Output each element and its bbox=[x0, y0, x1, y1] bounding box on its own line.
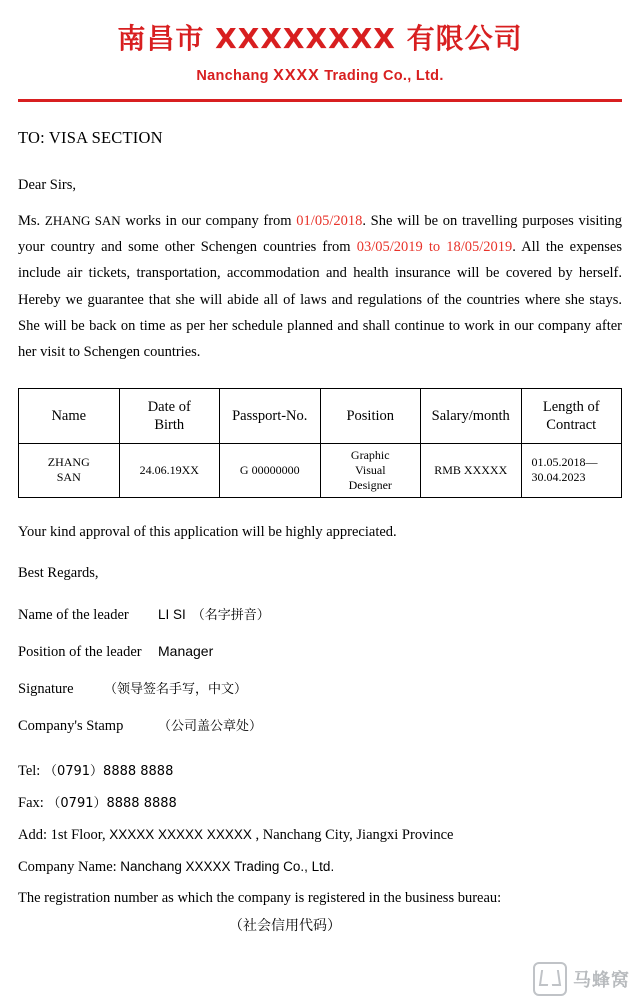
letterhead bbox=[18, 0, 622, 102]
body-seg-1: Ms. bbox=[18, 212, 45, 229]
signature-hint: （领导签名手写，中文） bbox=[104, 681, 248, 697]
company-name-value-2: XXXXX bbox=[185, 858, 231, 874]
signature-label: Signature bbox=[18, 680, 74, 697]
addressee-line: TO: VISA SECTION bbox=[18, 127, 163, 147]
employee-info-table bbox=[18, 388, 622, 498]
travel-dates: 03/05/2019 to 18/05/2019 bbox=[356, 238, 513, 255]
column-header-name: Name bbox=[19, 388, 120, 443]
watermark bbox=[533, 962, 630, 996]
company-name-english bbox=[18, 67, 622, 85]
fax-row bbox=[18, 794, 622, 813]
watermark-text: 马蜂窝 bbox=[573, 970, 630, 991]
company-stamp-label: Company's Stamp bbox=[18, 717, 124, 734]
leader-name-row bbox=[18, 606, 622, 626]
cell-position: Graphic Visual Designer bbox=[320, 443, 421, 497]
employment-start-date: 01/05/2018 bbox=[296, 212, 363, 229]
approval-line: Your kind approval of this application will be highly appreciated. bbox=[18, 523, 397, 540]
column-header-passport: Passport-No. bbox=[220, 388, 321, 443]
company-name-value-3: Trading Co., Ltd. bbox=[234, 858, 335, 874]
column-header-position: Position bbox=[320, 388, 421, 443]
company-name-english-left: Nanchang bbox=[196, 67, 269, 84]
company-name-chinese: 南昌市 XXXXXXXX 有限公司 bbox=[117, 22, 523, 55]
telephone-value: （0791）8888 8888 bbox=[43, 764, 174, 780]
registration-code: （社会信用代码） bbox=[229, 917, 341, 934]
salutation: Dear Sirs, bbox=[18, 176, 76, 193]
company-name-label: Company Name: bbox=[18, 858, 117, 875]
address-value-part3: , Nanchang City, Jiangxi Province bbox=[255, 826, 454, 843]
leader-name-hint: （名字拼音） bbox=[191, 607, 270, 623]
address-label: Add: bbox=[18, 826, 47, 843]
cell-contract-length: 01.05.2018—30.04.2023 bbox=[521, 443, 622, 497]
company-name-row bbox=[18, 858, 622, 877]
leader-position-label: Position of the leader bbox=[18, 644, 142, 661]
cell-salary: RMB XXXXX bbox=[421, 443, 522, 497]
column-header-salary: Salary/month bbox=[421, 388, 522, 443]
table-body bbox=[19, 443, 622, 497]
fax-label: Fax: bbox=[18, 794, 44, 811]
address-row bbox=[18, 826, 622, 845]
fax-value: （0791）8888 8888 bbox=[47, 795, 177, 811]
telephone-row bbox=[18, 762, 622, 781]
cell-dob: 24.06.19XX bbox=[119, 443, 220, 497]
table-row bbox=[19, 443, 622, 497]
leader-name-label: Name of the leader bbox=[18, 606, 129, 623]
signature-row bbox=[18, 680, 622, 700]
watermark-logo-icon bbox=[533, 962, 567, 996]
registration-line: The registration number as which the company is registered in the business bureau: bbox=[18, 889, 502, 906]
company-stamp-row bbox=[18, 717, 622, 737]
employee-name: ZHANG SAN bbox=[44, 212, 121, 228]
address-value-part1: 1st Floor, bbox=[50, 826, 106, 843]
company-name-english-mid: XXXX bbox=[273, 66, 320, 84]
cell-name: ZHANG SAN bbox=[19, 443, 120, 497]
signature-block bbox=[18, 606, 622, 736]
company-stamp-hint: （公司盖公章处） bbox=[158, 718, 263, 734]
body-seg-3: . She will be on travelling purposes visiting your country and some other Schengen countries from bbox=[18, 212, 622, 255]
contact-block bbox=[18, 762, 622, 934]
leader-position-value: Manager bbox=[158, 643, 214, 660]
column-header-contract-length: Length of Contract bbox=[521, 388, 622, 443]
leader-name-value: LI SI bbox=[158, 606, 186, 622]
cell-passport: G 00000000 bbox=[220, 443, 321, 497]
telephone-label: Tel: bbox=[18, 763, 41, 780]
column-header-dob: Date of Birth bbox=[119, 388, 220, 443]
letterhead-divider bbox=[18, 99, 622, 102]
table-header-row bbox=[19, 388, 622, 443]
address-value-part2: XXXXX XXXXX XXXXX bbox=[109, 826, 252, 842]
letter-body-paragraph bbox=[18, 208, 622, 366]
company-name-value-1: Nanchang bbox=[120, 858, 182, 874]
closing-regards: Best Regards, bbox=[18, 564, 99, 581]
body-seg-2: works in our company from bbox=[120, 212, 297, 229]
leader-position-row bbox=[18, 642, 622, 663]
company-name-english-right: Trading Co., Ltd. bbox=[324, 67, 444, 84]
table-header bbox=[19, 388, 622, 443]
body-seg-4: . All the expenses include air tickets, transportation, accommodation and health insurance will be covered by herself. Hereby we guarantee that she will abide all of laws and regulations of the countries where she stays. She will be back on time as per her schedule planned and shall continue to work in our company after her visit to Schengen countries. bbox=[18, 238, 622, 361]
